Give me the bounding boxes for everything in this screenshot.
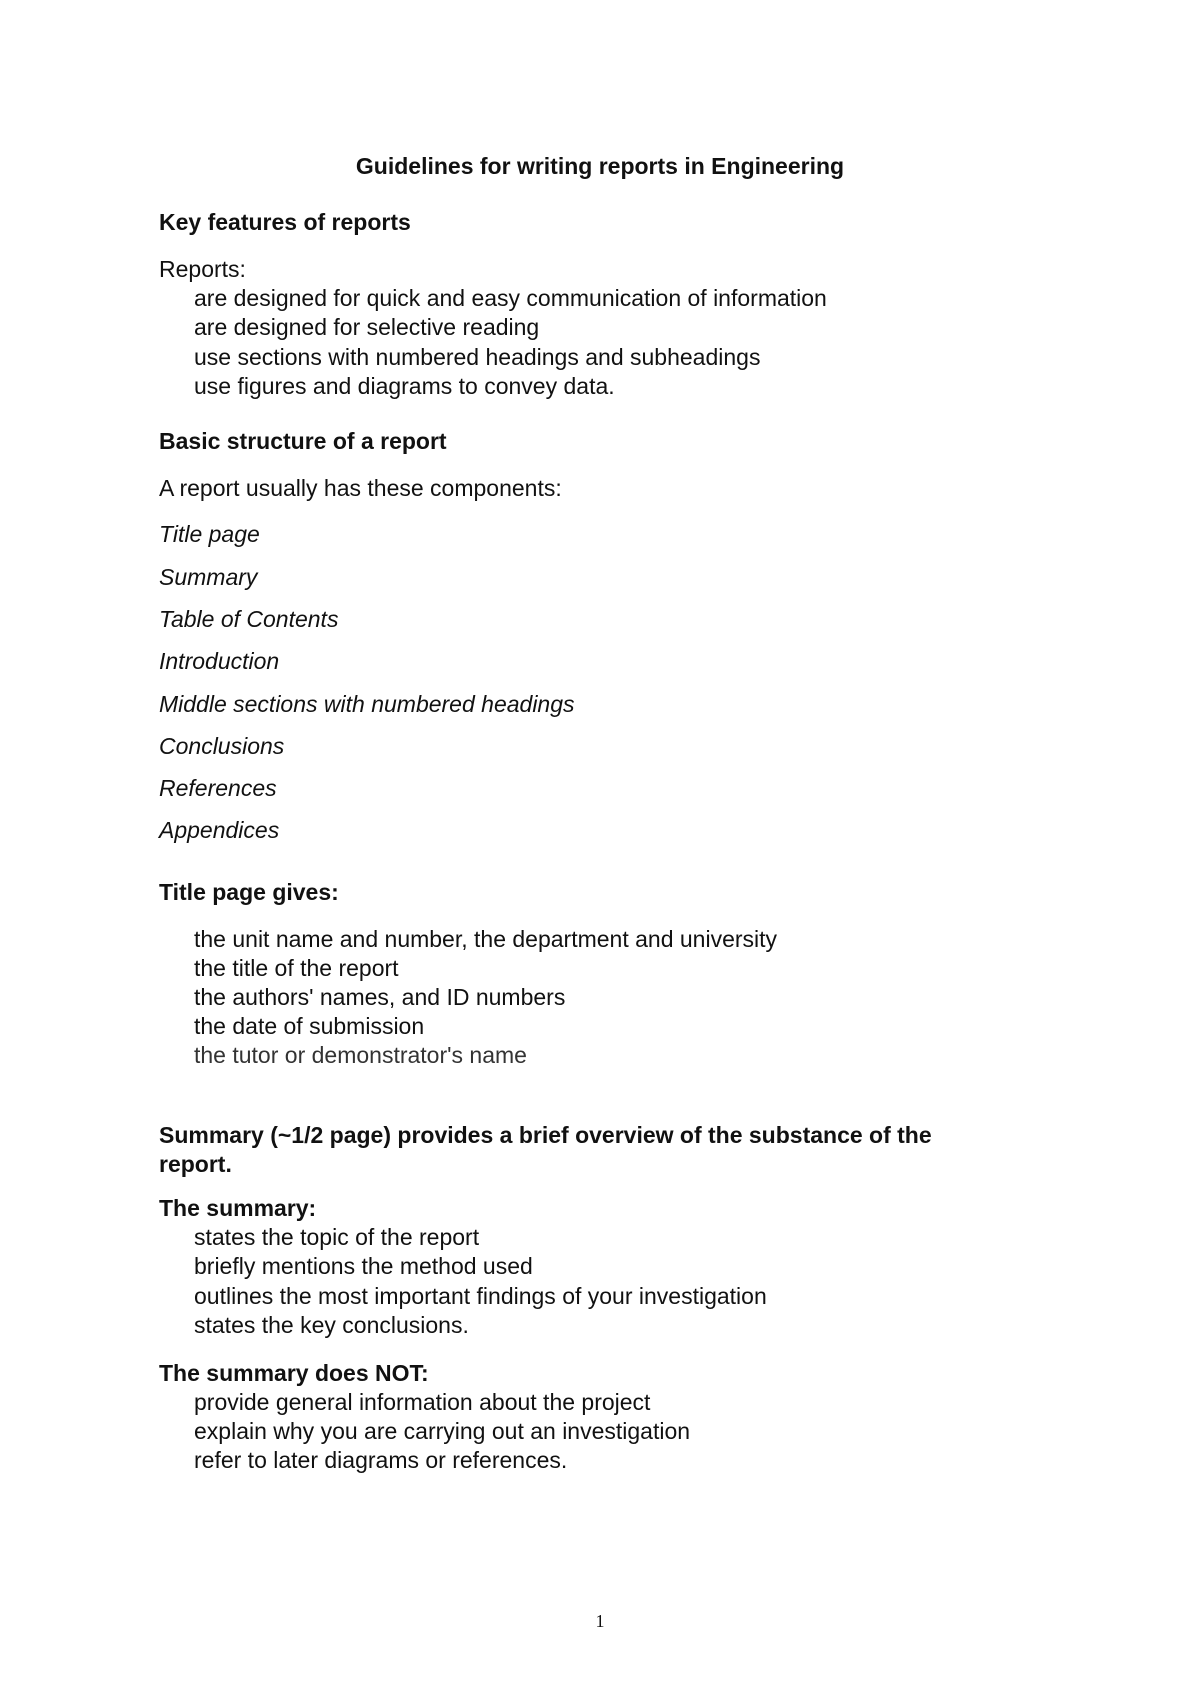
title-page-heading: Title page gives:	[159, 879, 339, 905]
list-item: refer to later diagrams or references.	[194, 1447, 568, 1473]
summary-does-heading: The summary:	[159, 1195, 317, 1221]
component-item: Introduction	[159, 648, 280, 674]
document-title: Guidelines for writing reports in Engineering	[355, 153, 845, 179]
list-item: outlines the most important findings of your investigation	[194, 1283, 767, 1309]
summary-does-not-heading: The summary does NOT:	[159, 1360, 429, 1386]
list-item: the tutor or demonstrator's name	[194, 1042, 527, 1068]
component-item: References	[159, 775, 277, 801]
list-item: explain why you are carrying out an investigation	[194, 1418, 691, 1444]
component-item: Conclusions	[159, 733, 285, 759]
list-item: use sections with numbered headings and subheadings	[194, 344, 761, 370]
key-features-heading: Key features of reports	[159, 209, 411, 235]
list-item: the authors' names, and ID numbers	[194, 984, 566, 1010]
component-item: Appendices	[159, 817, 280, 843]
list-item: use figures and diagrams to convey data.	[194, 373, 615, 399]
list-item: the unit name and number, the department and university	[194, 926, 778, 952]
list-item: states the key conclusions.	[194, 1312, 469, 1338]
list-item: the date of submission	[194, 1013, 425, 1039]
component-item: Table of Contents	[159, 606, 339, 632]
list-item: provide general information about the project	[194, 1389, 651, 1415]
list-item: are designed for quick and easy communication of information	[194, 285, 827, 311]
summary-heading: Summary (~1/2 page) provides a brief overview of the substance of the report.	[159, 1122, 932, 1177]
list-item: briefly mentions the method used	[194, 1253, 533, 1279]
component-item: Summary	[159, 564, 258, 590]
key-features-intro: Reports:	[159, 256, 246, 282]
component-item: Title page	[159, 521, 260, 547]
basic-structure-heading: Basic structure of a report	[159, 428, 447, 454]
component-item: Middle sections with numbered headings	[159, 691, 575, 717]
page-number: 1	[595, 1611, 605, 1631]
basic-structure-intro: A report usually has these components:	[159, 475, 562, 501]
list-item: are designed for selective reading	[194, 314, 540, 340]
list-item: states the topic of the report	[194, 1224, 480, 1250]
list-item: the title of the report	[194, 955, 399, 981]
